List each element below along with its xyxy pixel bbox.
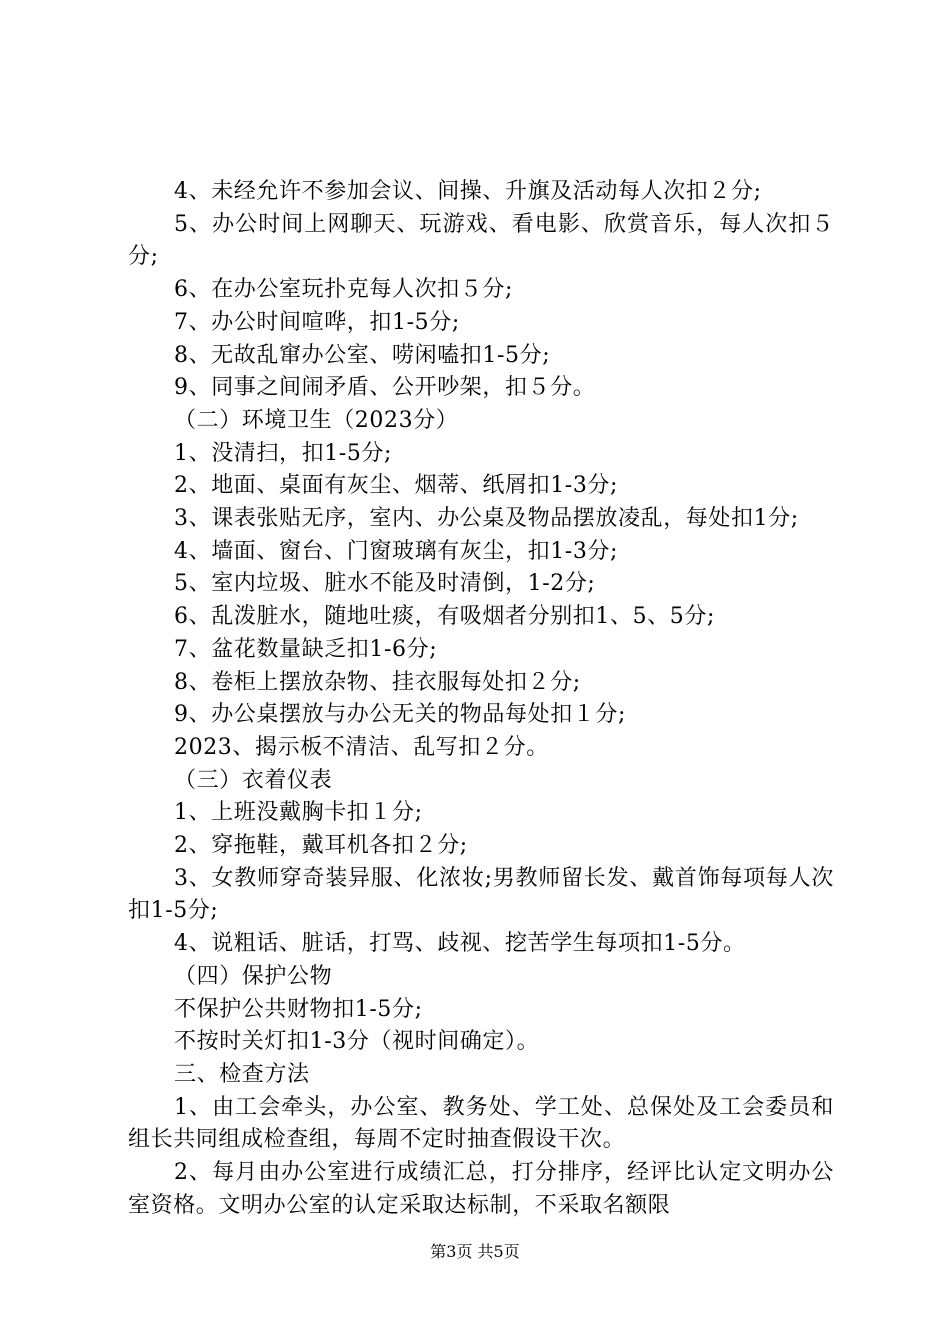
paragraph: 9、同事之间闹矛盾、公开吵架，扣５分。 [174, 375, 596, 401]
document-body [128, 176, 834, 1223]
paragraph: 不按时关灯扣1-3分（视时间确定）。 [174, 1029, 540, 1055]
paragraph: 3、课表张贴无序，室内、办公桌及物品摆放凌乱，每处扣1分; [174, 506, 799, 532]
paragraph: 1、上班没戴胸卡扣１分; [174, 800, 423, 826]
paragraph: 7、盆花数量缺乏扣1-6分; [174, 636, 438, 662]
paragraph: 4、未经允许不参加会议、间操、升旗及活动每人次扣２分; [174, 179, 762, 204]
paragraph: 2023、揭示板不清洁、乱写扣２分。 [174, 734, 549, 760]
paragraph: 4、墙面、窗台、门窗玻璃有灰尘，扣1-3分; [174, 538, 619, 564]
paragraph: 5、室内垃圾、脏水不能及时清倒，1-2分; [174, 571, 596, 597]
paragraph: （四）保护公物 [174, 963, 333, 989]
paragraph: 不保护公共财物扣1-5分; [174, 996, 423, 1022]
paragraph: 1、由工会牵头，办公室、教务处、学工处、总保处及工会委员和组长共同组成检查组，每周不定时抽查假设干次。 [128, 1094, 834, 1153]
paragraph: 3、女教师穿奇装异服、化浓妆;男教师留长发、戴首饰每项每人次扣1-5分; [128, 865, 834, 924]
paragraph: 4、说粗话、脏话，打骂、歧视、挖苦学生每项扣1-5分。 [174, 931, 746, 957]
paragraph: （二）环境卫生（2023分） [174, 407, 459, 433]
paragraph: 6、乱泼脏水，随地吐痰，有吸烟者分别扣1、5、5分; [174, 604, 716, 630]
paragraph: 5、办公时间上网聊天、玩游戏、看电影、欣赏音乐，每人次扣５分; [128, 211, 834, 270]
paragraph: 7、办公时间喧哗，扣1-5分; [174, 309, 460, 335]
paragraph: 6、在办公室玩扑克每人次扣５分; [174, 277, 514, 303]
paragraph: 9、办公桌摆放与办公无关的物品每处扣１分; [174, 702, 627, 728]
paragraph: 2、穿拖鞋，戴耳机各扣２分; [174, 833, 468, 859]
paragraph: （三）衣着仪表 [174, 767, 333, 793]
paragraph: 1、没清扫，扣1-5分; [174, 440, 393, 466]
paragraph: 三、检查方法 [174, 1061, 310, 1087]
paragraph: 2、每月由办公室进行成绩汇总，打分排序，经评比认定文明办公室资格。文明办公室的认定采取达标制，不采取名额限 [128, 1160, 834, 1218]
paragraph: 2、地面、桌面有灰尘、烟蒂、纸屑扣1-3分; [174, 473, 619, 499]
paragraph: 8、无故乱窜办公室、唠闲嗑扣1-5分; [174, 342, 551, 368]
page-footer: 第3页 共5页 [430, 1242, 520, 1261]
paragraph: 8、卷柜上摆放杂物、挂衣服每处扣２分; [174, 669, 581, 695]
